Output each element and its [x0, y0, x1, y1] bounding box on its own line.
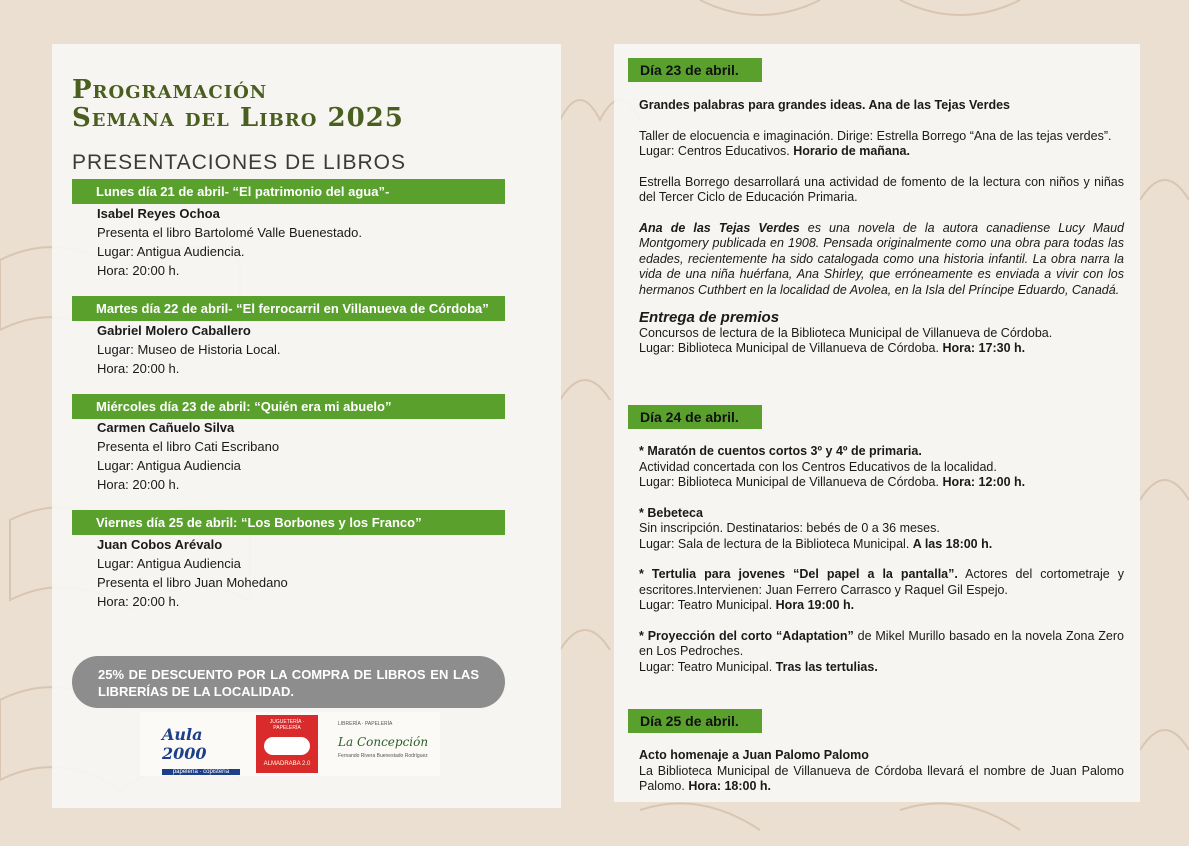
- event-title: * Maratón de cuentos cortos 3º y 4º de primaria.: [639, 444, 922, 458]
- presentation-line: Presenta el libro Bartolomé Valle Buenestado.: [97, 225, 362, 240]
- event-place: Lugar: Teatro Municipal.: [639, 598, 776, 612]
- title-line-2: Semana del Libro 2025: [72, 103, 404, 133]
- event-text: Sin inscripción. Destinatarios: bebés de 0 a 36 meses.: [639, 521, 940, 535]
- presentation-header: Lunes día 21 de abril- “El patrimonio del agua”-: [72, 179, 505, 204]
- presentation-line: Lugar: Antigua Audiencia.: [97, 244, 245, 259]
- presentation-line: Hora: 20:00 h.: [97, 361, 180, 376]
- event-place: Lugar: Teatro Municipal.: [639, 659, 776, 674]
- toy-car-icon: [264, 737, 310, 755]
- aula-logo-name: Aula 2000: [162, 725, 207, 763]
- almadraba-logo: [256, 715, 318, 773]
- presentation-line: Presenta el libro Juan Mohedano: [97, 575, 288, 590]
- presentation-entry: [97, 535, 288, 611]
- event-time: A las 18:00 h.: [912, 536, 993, 551]
- place-time: Horario de mañana.: [793, 144, 910, 158]
- presentation-author: Carmen Cañuelo Silva: [97, 420, 235, 435]
- day-23-content: [639, 98, 1124, 357]
- section-title: PRESENTACIONES DE LIBROS: [72, 151, 407, 174]
- presentation-header: Viernes día 25 de abril: “Los Borbones y los Franco”: [72, 510, 505, 535]
- day-24-header: Día 24 de abril.: [628, 405, 762, 429]
- event-time: Tras las tertulias.: [775, 659, 878, 674]
- presentation-author: Juan Cobos Arévalo: [97, 537, 223, 552]
- event-text: de Mikel Murillo basado en la novela Zona Zero en Los Pedroches.: [639, 628, 1125, 658]
- presentation-entry: [97, 321, 281, 378]
- discount-banner: 25% DE DESCUENTO POR LA COMPRA DE LIBROS EN LAS LIBRERÍAS DE LA LOCALIDAD.: [72, 656, 505, 708]
- presentation-header: Martes día 22 de abril- “El ferrocarril en Villanueva de Córdoba”: [72, 296, 505, 321]
- presentation-line: Hora: 20:00 h.: [97, 594, 180, 609]
- book-description: es una novela de la autora canadiense Lucy Maud Montgomery publicada en 1908. Pensada originalmente como una obra para todas las edades, recientemente ha sido catalogada como una historia infantil. La obra narra la vida de una niña huérfana, Ana Shirley, que erróneamente es enviada a vivir con los hermanos Cuthbert en la localidad de Avolea, en la Isla del Príncipe Eduardo, Canadá.: [639, 220, 1124, 297]
- workshop-text: Taller de elocuencia e imaginación. Dirige: Estrella Borrego “Ana de las tejas verdes”.: [639, 128, 1112, 143]
- awards-place: Lugar: Biblioteca Municipal de Villanueva de Córdoba.: [639, 341, 943, 355]
- day-25-header: Día 25 de abril.: [628, 709, 762, 733]
- place-text: Lugar: Centros Educativos.: [639, 144, 794, 158]
- event-text: La Biblioteca Municipal de Villanueva de Córdoba llevará el nombre de Juan Palomo Palomo.: [639, 763, 1124, 793]
- presentation-author: Gabriel Molero Caballero: [97, 323, 251, 338]
- presentation-line: Lugar: Museo de Historia Local.: [97, 342, 281, 357]
- presentation-header: Miércoles día 23 de abril: “Quién era mi abuelo”: [72, 394, 505, 419]
- day-23-header: Día 23 de abril.: [628, 58, 762, 82]
- presentation-line: Lugar: Antigua Audiencia: [97, 458, 241, 473]
- almadraba-logo-top: JUGUETERÍA · PAPELERÍA: [269, 719, 305, 731]
- event-time: Hora: 18:00 h.: [688, 779, 772, 793]
- event-title: * Proyección del corto “Adaptation”: [639, 628, 854, 643]
- presentation-line: Lugar: Antigua Audiencia: [97, 556, 241, 571]
- day-25-content: [639, 748, 1124, 795]
- activity-text: Estrella Borrego desarrollará una actividad de fomento de la lectura con niños y niñas del Tercer Ciclo de Educación Primaria.: [639, 174, 1124, 204]
- concepcion-logo-sub: Fernando Rivera Buenestado Rodríguez: [338, 753, 428, 759]
- presentation-entry: [97, 418, 279, 494]
- presentation-line: Presenta el libro Cati Escribano: [97, 439, 280, 454]
- title-line-1: Programación: [72, 75, 268, 105]
- aula-logo: [162, 715, 240, 773]
- aula-logo-sub: papelería · copistería: [162, 769, 240, 775]
- event-title: * Bebeteca: [639, 505, 703, 520]
- event-title: Grandes palabras para grandes ideas. Ana de las Tejas Verdes: [639, 98, 1011, 112]
- day-24-content: [639, 444, 1124, 675]
- presentation-entry: [97, 204, 362, 280]
- concepcion-logo: [338, 715, 438, 773]
- concepcion-logo-name: La Concepción: [338, 735, 429, 749]
- almadraba-logo-name: ALMADRABA 2.0: [263, 761, 311, 767]
- book-title: Ana de las Tejas Verdes: [639, 220, 800, 235]
- event-place: Lugar: Sala de lectura de la Biblioteca Municipal.: [639, 536, 913, 551]
- presentation-author: Isabel Reyes Ochoa: [97, 206, 220, 221]
- event-title: Acto homenaje a Juan Palomo Palomo: [639, 748, 869, 762]
- event-text: Actividad concertada con los Centros Educativos de la localidad.: [639, 459, 997, 474]
- concepcion-logo-top: LIBRERÍA · PAPELERÍA: [338, 721, 393, 727]
- event-time: Hora 19:00 h.: [775, 598, 855, 612]
- event-time: Hora: 12:00 h.: [942, 475, 1026, 489]
- awards-time: Hora: 17:30 h.: [942, 341, 1026, 355]
- event-text: Actores del cortometraje y escritores.Intervienen: Juan Ferrero Carrasco y Raquel Gil Espejo.: [639, 567, 1124, 597]
- sponsor-logos: [140, 712, 440, 776]
- event-place: Lugar: Biblioteca Municipal de Villanueva de Córdoba.: [639, 475, 943, 489]
- event-title: * Tertulia para jovenes “Del papel a la pantalla”.: [639, 567, 958, 581]
- awards-text: Concursos de lectura de la Biblioteca Municipal de Villanueva de Córdoba.: [639, 325, 1053, 340]
- presentation-line: Hora: 20:00 h.: [97, 263, 180, 278]
- presentation-line: Hora: 20:00 h.: [97, 477, 180, 492]
- awards-title: Entrega de premios: [639, 309, 780, 326]
